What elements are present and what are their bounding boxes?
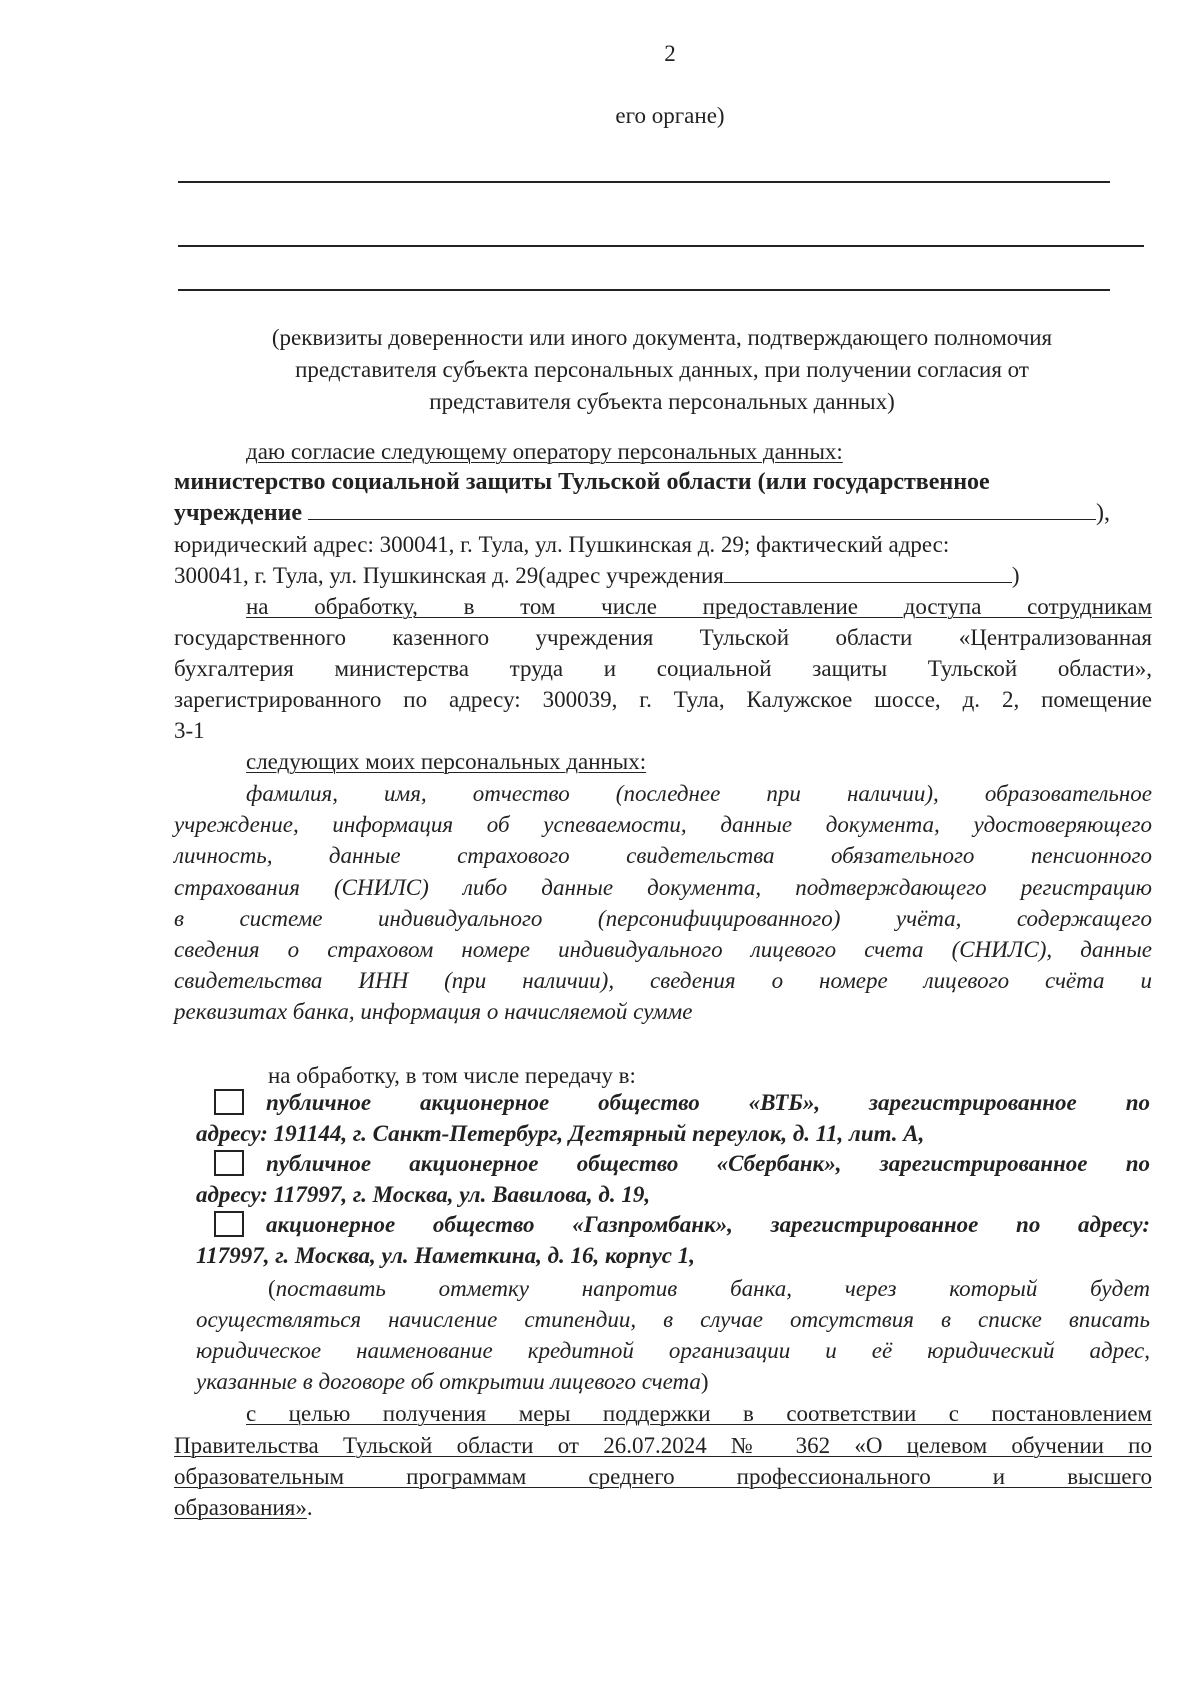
bank-vtb-line-2: адресу: 191144, г. Санкт-Петербург, Дегтярный переулок, д. 11, лит. А, bbox=[196, 1121, 925, 1146]
bank-checkbox-sberbank[interactable] bbox=[214, 1150, 244, 1176]
blank-line-2 bbox=[178, 245, 1144, 247]
personal-data-line: свидетельства ИНН (при наличии), сведения о номере лицевого счёта и bbox=[174, 968, 1152, 993]
address-line-2 bbox=[174, 560, 1020, 591]
personal-data-line: реквизитах банка, информация о начисляемой сумме bbox=[174, 999, 693, 1024]
personal-data-heading: следующих моих персональных данных: bbox=[246, 749, 647, 774]
personal-data-line: личность, данные страхового свидетельства обязательного пенсионного bbox=[174, 843, 1152, 868]
processing-line-4: зарегистрированного по адресу: 300039, г. Тула, Калужское шоссе, д. 2, помещение bbox=[174, 687, 1152, 712]
caption-line: представителя субъекта персональных данных) bbox=[429, 389, 895, 414]
note-text: поставить отметку напротив банка, через который будет bbox=[275, 1276, 1150, 1301]
processing-line-2: государственного казенного учреждения Тульской области «Централизованная bbox=[174, 625, 1152, 650]
note-text: указанные в договоре об открытии лицевого счета bbox=[196, 1369, 701, 1394]
address-end: ) bbox=[1011, 563, 1020, 588]
purpose-line-4 bbox=[174, 1492, 313, 1523]
purpose-line-1: с целью получения меры поддержки в соответствии с постановлением bbox=[246, 1401, 1152, 1426]
address-line-1: юридический адрес: 300041, г. Тула, ул. Пушкинская д. 29; фактический адрес: bbox=[174, 532, 950, 557]
operator-name: министерство социальной защиты Тульской области (или государственное bbox=[174, 469, 990, 495]
processing-line-5: 3-1 bbox=[174, 718, 205, 743]
bank-note-line-1 bbox=[268, 1273, 1150, 1304]
institution-address-blank[interactable] bbox=[724, 560, 1012, 583]
note-open-paren: ( bbox=[268, 1276, 276, 1301]
bank-sberbank-line-1: публичное акционерное общество «Сбербанк», зарегистрированное по bbox=[266, 1151, 1150, 1176]
purpose-text: образования» bbox=[174, 1495, 307, 1520]
personal-data-line: сведения о страховом номере индивидуального лицевого счета (СНИЛС), данные bbox=[174, 937, 1152, 962]
personal-data-line: фамилия, имя, отчество (последнее при наличии), образовательное bbox=[246, 781, 1152, 806]
institution-blank[interactable] bbox=[308, 497, 1096, 520]
institution-end: ), bbox=[1096, 500, 1111, 526]
consent-intro: даю согласие следующему оператору персональных данных: bbox=[246, 439, 843, 464]
top-fragment: его органе) bbox=[615, 103, 725, 128]
bank-checkbox-vtb[interactable] bbox=[214, 1089, 244, 1115]
purpose-line-2: Правительства Тульской области от 26.07.2024 № 362 «О целевом обучении по bbox=[174, 1433, 1152, 1458]
processing-line-3: бухгалтерия министерства труда и социальной защиты Тульской области», bbox=[174, 656, 1152, 681]
requisites-caption bbox=[172, 322, 1152, 418]
bank-checkbox-gazprombank[interactable] bbox=[214, 1211, 244, 1237]
personal-data-line: в системе индивидуального (персонифицированного) учёта, содержащего bbox=[174, 906, 1152, 931]
address-text: 300041, г. Тула, ул. Пушкинская д. 29(адрес учреждения bbox=[174, 563, 724, 588]
bank-vtb-line-1: публичное акционерное общество «ВТБ», зарегистрированное по bbox=[266, 1090, 1150, 1115]
bank-note-line-2: осуществляться начисление стипендии, в случае отсутствия в списке вписать bbox=[196, 1307, 1150, 1332]
bank-note-line-4 bbox=[196, 1366, 709, 1397]
bank-gazprombank-line-2: 117997, г. Москва, ул. Наметкина, д. 16, корпус 1, bbox=[196, 1243, 695, 1268]
institution-label: учреждение bbox=[174, 500, 303, 526]
blank-line-1 bbox=[178, 181, 1110, 183]
note-close-paren: ) bbox=[700, 1369, 709, 1394]
purpose-line-3: образовательным программам среднего профессионального и высшего bbox=[174, 1464, 1152, 1489]
bank-note-line-3: юридическое наименование кредитной организации и её юридический адрес, bbox=[196, 1338, 1150, 1363]
personal-data-line: учреждение, информация об успеваемости, данные документа, удостоверяющего bbox=[174, 812, 1152, 837]
caption-line: представителя субъекта персональных данных, при получении согласия от bbox=[295, 357, 1029, 382]
processing-line-1: на обработку, в том числе предоставление доступа сотрудникам bbox=[246, 594, 1152, 619]
transfer-heading: на обработку, в том числе передачу в: bbox=[268, 1063, 636, 1088]
bank-gazprombank-line-1: акционерное общество «Газпромбанк», зарегистрированное по адресу: bbox=[266, 1212, 1150, 1237]
operator-institution bbox=[174, 497, 1154, 529]
purpose-end: . bbox=[306, 1495, 313, 1520]
caption-line: (реквизиты доверенности или иного документа, подтверждающего полномочия bbox=[271, 325, 1053, 350]
personal-data-line: страхования (СНИЛС) либо данные документа, подтверждающего регистрацию bbox=[174, 875, 1152, 900]
bank-sberbank-line-2: адресу: 117997, г. Москва, ул. Вавилова, д. 19, bbox=[196, 1182, 651, 1207]
blank-line-3 bbox=[178, 289, 1110, 291]
page-number: 2 bbox=[664, 41, 676, 66]
